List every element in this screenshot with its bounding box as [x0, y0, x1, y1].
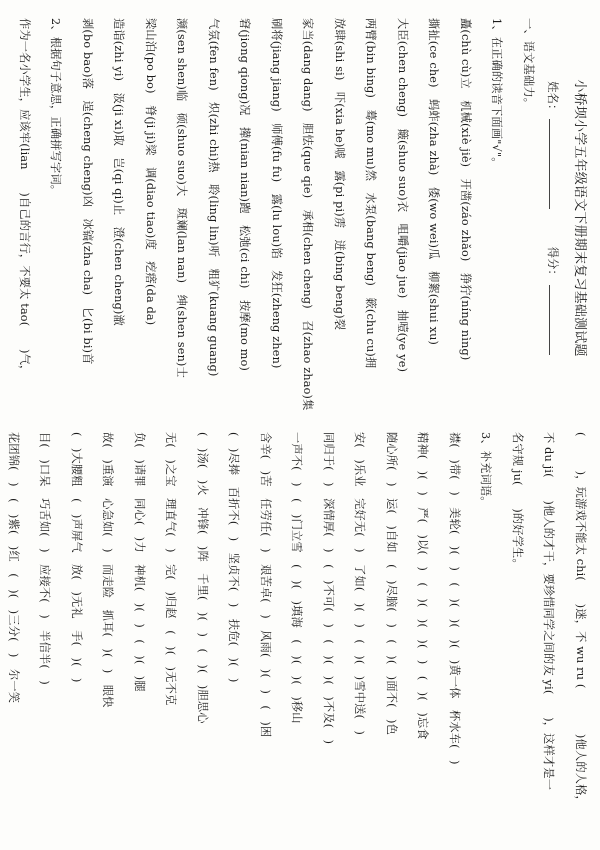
- right-line: 一声不( ) ( )门立雪 ( )( )填海 ( )( )( )移山: [290, 432, 304, 724]
- right-line: 不 du ji( )他人的才干，要珍惜同学之间的友 yi( )，这样才是一: [542, 432, 556, 791]
- right-line: 名守规 ju( )的好学生。: [511, 432, 524, 570]
- right-line: 无( )之宝 理直气( ) 完( )归赵 ( )( )无不克: [164, 432, 178, 706]
- right-column: [7, 432, 587, 832]
- right-line: 负( )请罪 同心( )力 神机( )( ) ( )( )腿: [133, 432, 146, 692]
- left-line: 一、语文基础力。: [522, 18, 535, 110]
- left-line: 作为一名小学生，应该牢(lian )自己的言行，不要太 tao( )气，: [18, 18, 31, 377]
- left-line: 窘(jiong qiong)况 撵(nian nian)跑 松弛(ci chi) 按摩(mo mo): [238, 18, 252, 372]
- right-line: 随心所( ) 运( )自如 ( )尽脑( ) ( )( )面不( )色: [385, 432, 398, 736]
- right-line: 故( )重演 心急如( ) 而走险 抓耳( )( ) 眼快: [101, 432, 115, 708]
- left-lines: [0, 18, 534, 418]
- left-line: 家当(dang dang) 胆怯(que qie) 承相(chen cheng) 召(zhao zhao)集: [301, 18, 315, 411]
- left-line: 撕扯(ce che) 蚂蚱(zha zhà) 倭(wo wei)瓜 柳絮(shui xu): [427, 18, 441, 346]
- score-blank[interactable]: [549, 285, 562, 355]
- left-column: [10, 18, 586, 418]
- student-info: [534, 18, 562, 418]
- left-line: 两臂(bin bing) 蓦(mo mu)然 水泵(bang beng) 簌(chu cu)拥: [364, 18, 378, 369]
- name-label: 姓名：: [546, 81, 559, 116]
- left-line: 梁山泊(po bo) 脊(ji ji)梁 调(diao tiao)度 疙瘩(da da): [144, 18, 157, 326]
- right-line: 花团锦( ) ( )紫( )红 ( )( )三分( ) 尔一笑: [7, 432, 20, 704]
- left-line: 大臣(chen cheng) 簸(shuo suo)衣 咀嚼(jiao jue) 抽噎(ye ye): [396, 18, 409, 373]
- name-blank[interactable]: [549, 119, 562, 209]
- right-line: 3、补充词语。: [479, 432, 493, 508]
- left-line: 造诣(zhi yi) 汲(ji xi)取 岂(qi qi)止 澄(chen cheng)澈: [112, 18, 126, 326]
- right-lines: [0, 432, 586, 832]
- left-line: 放肆(shi si) 吓(xia he)唬 露(pi pi)雳 迸(bing beng)裂: [333, 18, 346, 331]
- right-line: ( )，玩游戏不能太 chi( )迷，不 wu ru ( )他人的人格，: [574, 432, 587, 807]
- right-line: 精神( )( ) 严( )以( ) ( )( )( )( ) ( )( )忘食: [416, 432, 430, 740]
- left-line: 气氛(fen fen) 炽(zhi chi)热 聆(ling lin)听 粗犷(kuang guang): [207, 18, 220, 377]
- left-line: 矗(chù cù)立 机械(xiè jiè) 开凿(záo zhǎo) 狰狞(níng nìng): [459, 18, 472, 361]
- left-line: 濒(sen shen)临 硕(shuo suo)大 斑斓(lan nan) 绅(shen sen)士: [175, 18, 189, 378]
- left-line: 2、根据句子意思，正确拼写字词。: [49, 18, 63, 197]
- left-line: 刷将(jiang jiang) 师傅(fu fu) 露(lu lou)馅 发狂(zheng zhen): [270, 18, 283, 369]
- right-line: 同归于( ) 深情厚( ) ( )不可( ) ( )( )( )不及( ): [322, 432, 335, 745]
- score-label: 得分：: [546, 246, 559, 281]
- right-line: ( )汤( )火 冲锋( )阵 千里( )( ) ( )( )胆思心: [196, 432, 209, 724]
- right-line: 襟( )带( ) 美轮( )( ) ( )( )( )( )黄一体 杯水车( ): [448, 432, 461, 765]
- right-line: ( )尽捧 百折不( ) 坚贞不( ) 扶危( )( ): [227, 432, 241, 683]
- exam-title: 小桥坝小学五年级语文下册期末复习基础测试题: [572, 79, 587, 357]
- left-line: 剥(bo bao)落 逞(cheng cheng)凶 冰镐(zha cha) 匕(bi bi)首: [81, 18, 94, 365]
- right-line: 目( )口呆 巧舌如( ) 应接不( ) 半信半( ): [38, 432, 52, 685]
- left-line: 1、在正确的读音下面画"√"。: [490, 18, 504, 169]
- right-line: ( )大腰粗 ( )声屏气 放( )无礼 手( )( ): [70, 432, 83, 683]
- right-line: 安( )乐业 完好无( ) 了如( )( ) ( )( )雪中送( ): [353, 432, 367, 736]
- right-line: 含辛( )苦 任劳任( ) 艰苦卓( ) 风雨( )( ) ( )困: [259, 432, 272, 738]
